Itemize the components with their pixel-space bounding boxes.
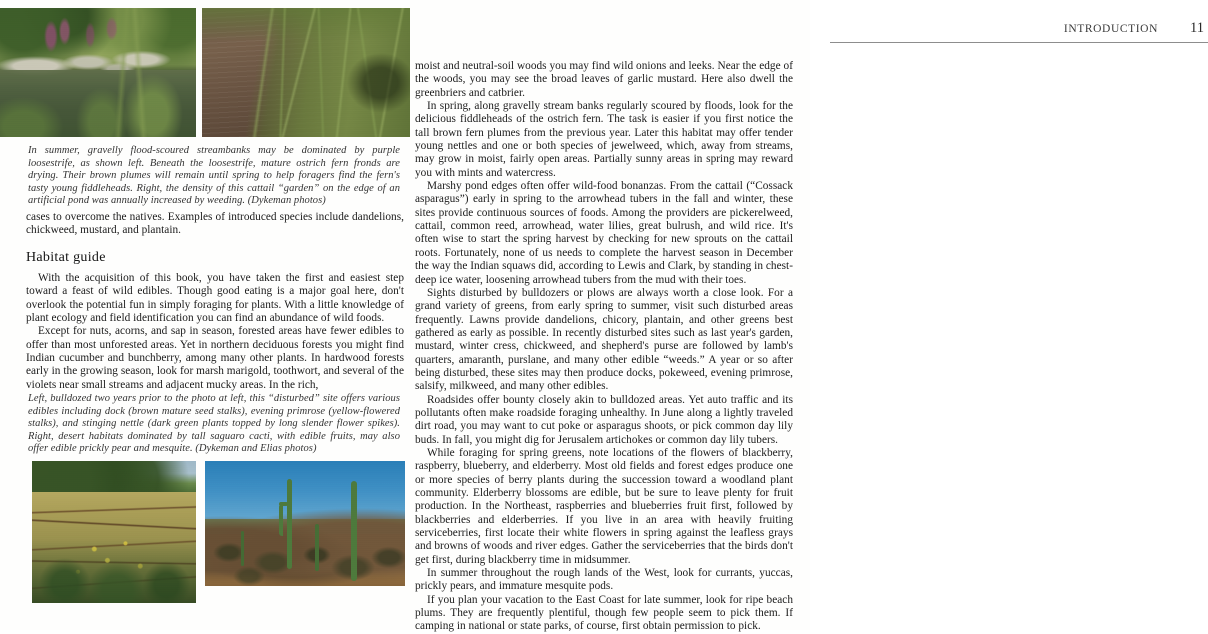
running-head-title: INTRODUCTION [1063, 23, 1158, 35]
photo-cattail-garden [202, 8, 410, 137]
caption-bottom-photos: Left, bulldozed two years prior to the photo at left, this “disturbed” site offers various edibles including dock (brown mature seed stalks), evening primrose (yellow-flowered stalks), and stinging nettle (dark green plants topped by long slender flower spikes). Right, desert habitats dominated by tall saguaro cacti, with edible fruits, may also offer edible prickly pear and mesquite. (Dykeman and Elias photos) [28, 393, 400, 455]
right-column [415, 0, 1204, 633]
caption-top-photos: In summer, gravelly flood-scoured streambanks may be dominated by purple loosestrife, as shown left. Beneath the loosestrife, mature ostrich fern fronds are drying. Their brown plumes will remain until spring to help foragers find the fern's tasty young fiddleheads. Right, the density of this cattail “garden” on the edge of an artificial pond was annually increased by weeding. (Dykeman photos) [28, 145, 400, 207]
running-head [830, 20, 1208, 46]
photo-layer-reeds [0, 8, 196, 137]
right-body-main [415, 60, 793, 634]
left-body-continued [26, 211, 404, 238]
photo-layer-desert-scrub [205, 524, 405, 587]
photo-saguaro-arm-joint [279, 502, 288, 506]
photo-saguaro-desert [205, 461, 405, 586]
photo-saguaro-arm-1 [279, 504, 283, 537]
paragraph-2: In spring, along gravelly stream banks regularly scoured by floods, look for the delicious fiddleheads of the ostrich fern. The task is easier if you first notice the tall brown fern plumes from the previous year. Later this habitat may offer tender young nettles and one or both species of jewelweed, which, away from streams, may grow in moist, fairly open areas. Partially sunny areas in spring may reward you with mints and watercress. [415, 100, 793, 179]
photo-streambank-loosestrife [0, 8, 196, 137]
photo-saguaro-cactus-3 [315, 524, 319, 572]
left-column [0, 0, 410, 630]
photo-layer-stinging-nettle [32, 539, 196, 603]
photo-saguaro-cactus-1 [287, 479, 292, 569]
running-head-rule [830, 42, 1208, 43]
section-heading-habitat-guide: Habitat guide [26, 250, 106, 265]
paragraph-2: Except for nuts, acorns, and sap in season, forested areas have fewer edibles to offer than most unforested areas. Yet in northern deciduous forests you might find Indian cucumber and bunchberry, among many other plants. In hardwood forests early in the growing season, look for marsh marigold, toothwort, and several of the violets near small streams and adjacent mucky areas. In the rich, [26, 325, 404, 391]
paragraph-6: While foraging for spring greens, note locations of the flowers of blackberry, raspberry, blueberry, and elderberry. Most old fields and forest edges produce one or more species of berry plants during the succession toward a woodland plant community. Elderberry blossoms are edible, but be sure to leave plenty for fruit production. In the Northeast, raspberries and blueberries fruit first, followed by blackberries and elderberries. If you live in an area with heavily fruiting serviceberries, first locate their white flowers in spring against the leafless grays and browns of woods and river edges. Gather the serviceberries that the birds don't get first, during blackberry time in midsummer. [415, 446, 793, 566]
photo-saguaro-cactus-4 [241, 531, 244, 566]
paragraph-8: If you plan your vacation to the East Coast for late summer, look for ripe beach plums. They are frequently plentiful, though few people seem to pick them. If camping in national or state parks, of course, first obtain permission to pick. [415, 593, 793, 633]
paragraph-continued: cases to overcome the natives. Examples of introduced species include dandelions, chickweed, mustard, and plantain. [26, 211, 404, 237]
photo-saguaro-cactus-2 [351, 481, 357, 581]
photo-layer-shadow [202, 8, 410, 137]
paragraph-3: Marshy pond edges often offer wild-food bonanzas. From the cattail (“Cossack asparagus”) early in spring to the arrowhead tubers in the fall and winter, these sites provide continuous sources of foods. Among the providers are pickerelweed, cattail, common reed, arrowhead, water lilies, great bulrush, and wild rice. It's often wise to start the spring harvest by checking for new sprouts on the cattail roots. Fortunately, none of us needs to complete the harvest season in December the way the Indian squaws did, according to Lewis and Clark, by standing in chest-deep ice water, loosening arrowhead tubers from the mud with their toes. [415, 180, 793, 286]
paragraph-1: With the acquisition of this book, you have taken the first and easiest step toward a feast of wild edibles. Though good eating is a major goal here, don't overlook the potential fun in simply foraging for plants. With a little knowledge of plant ecology and field identification you can find an abundance of wild foods. [26, 272, 404, 325]
paragraph-5: Roadsides offer bounty closely akin to bulldozed areas. Yet auto traffic and its pollutants often make roadside foraging unhealthy. In June along a lightly traveled dirt road, you may want to cut poke or asparagus shoots, or pick common day lily buds. In fall, you might dig for Jerusalem artichokes or common day lily tubers. [415, 393, 793, 446]
photo-disturbed-site [32, 461, 196, 603]
paragraph-7: In summer throughout the rough lands of the West, look for currants, yuccas, prickly pears, and immature mesquite pods. [415, 567, 793, 593]
paragraph-1: moist and neutral-soil woods you may find wild onions and leeks. Near the edge of the woods, you may see the broad leaves of garlic mustard. Here also dwell the greenbriers and catbrier. [415, 60, 793, 99]
paragraph-4: Sights disturbed by bulldozers or plows are always worth a close look. For a grand variety of greens, from early spring to summer, visit such disturbed areas frequently. Lawns provide dandelions, chicory, plantain, and other greens best gathered as early as possible. In recently disturbed sites such as last year's garden, mustard, winter cress, chickweed, and shepherd's purse are followed by lamb's quarters, amaranth, purslane, and many other edible “weeds.” A year or so after being disturbed, these sites may then produce docks, pokeweed, evening primrose, salsify, milkweed, and many other edibles. [415, 286, 793, 393]
left-body-main [26, 272, 404, 392]
page-number: 11 [1190, 20, 1204, 36]
